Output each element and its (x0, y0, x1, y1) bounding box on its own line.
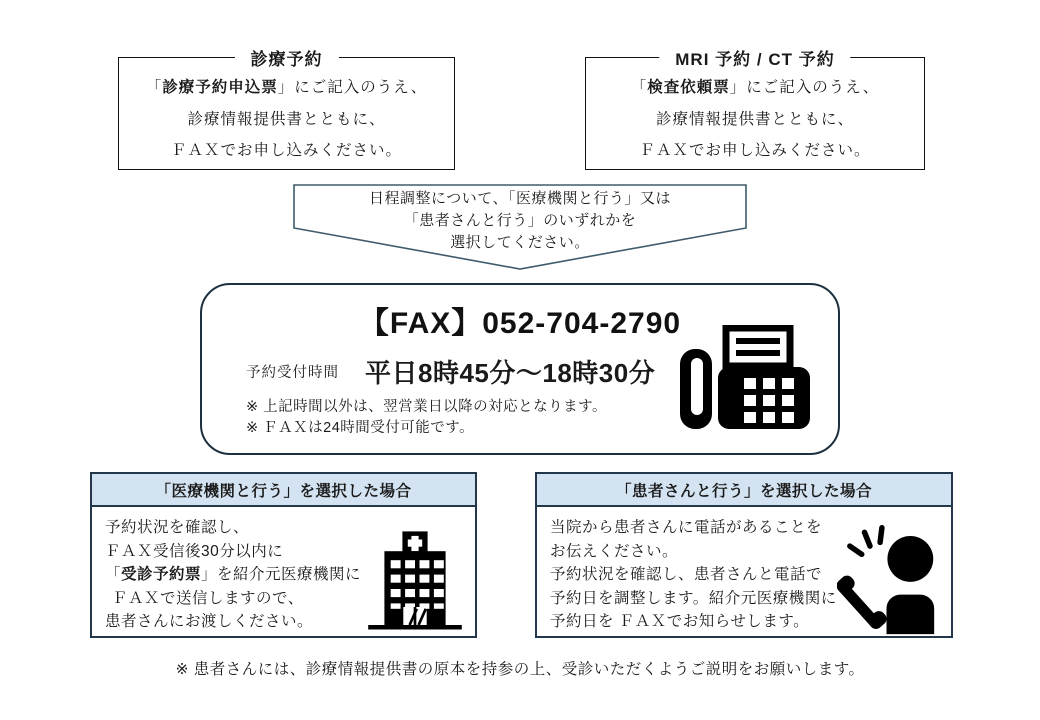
person-phone-icon (837, 522, 947, 643)
left-line5: 患者さんにお渡しください。 (105, 613, 314, 630)
left-line1: 予約状況を確認し、 (105, 519, 250, 536)
right-line5: 予約日を ＦＡＸでお知らせします。 (550, 613, 810, 630)
schedule-choice-text (290, 188, 750, 254)
clinic-appointment-title: 診療予約 (235, 45, 339, 70)
right-line3: 予約状況を確認し、患者さんと電話で (550, 566, 823, 583)
callout-line1: 日程調整について、「医療機関と行う」又は (369, 190, 671, 207)
right-line4: 予約日を調整します。紹介元医療機関に (550, 589, 837, 607)
fax-machine-icon (676, 325, 812, 436)
bracket-open: 「 (145, 79, 163, 97)
reception-hours (246, 353, 655, 390)
fax-note-1: ※ 上記時間以外は、翌営業日以降の対応となります。 (246, 399, 608, 415)
fax-note-2: ※ ＦＡＸは24時間受付可能です。 (246, 420, 475, 436)
clinic-appointment-body (119, 58, 454, 169)
clinic-appointment-line2: 診療情報提供書とともに、 (187, 110, 386, 128)
mri-ct-appointment-title: MRI 予約 / CT 予約 (659, 45, 850, 70)
mri-ct-appointment-box (585, 50, 925, 170)
schedule-choice-callout (290, 183, 750, 273)
reservation-slip-term: 受診予約票 (121, 566, 202, 583)
left-line2: ＦＡＸ受信後30分以内に (105, 542, 284, 560)
footer-note: ※ 患者さんには、診療情報提供書の原本を持参の上、受診いただくようご説明をお願いします。 (175, 661, 865, 678)
bracket-open: 「 (630, 79, 648, 97)
option-patient-header: 「患者さんと行う」を選択した場合 (537, 474, 951, 507)
exam-request-form-term: 検査依頼票 (647, 79, 730, 97)
fax-notes (246, 397, 607, 439)
line1-rest: 」にご記入のうえ、 (277, 79, 428, 97)
hospital-building-icon (365, 526, 465, 639)
reception-hours-value: 平日8時45分～18時30分 (365, 358, 656, 388)
fax-number: 【FAX】052-704-2790 (358, 307, 682, 340)
clinic-appointment-line3: ＦＡＸでお申し込みください。 (170, 141, 402, 159)
callout-line2: 「患者さんと行う」のいずれかを (403, 212, 637, 229)
mri-ct-line1 (586, 75, 924, 97)
clinic-appointment-box (118, 50, 455, 170)
right-line2: お伝えください。 (550, 542, 679, 560)
mri-ct-appointment-body (586, 58, 924, 169)
bracket-open: 「 (105, 566, 122, 583)
callout-line3: 選択してください。 (450, 234, 590, 251)
mri-ct-line2: 診療情報提供書とともに、 (655, 110, 854, 128)
mri-ct-line3: ＦＡＸでお申し込みください。 (639, 141, 871, 159)
clinic-appointment-line1 (119, 75, 454, 97)
line3-rest: 」を紹介元医療機関に (201, 566, 362, 583)
option-patient-box (535, 472, 953, 638)
line1-rest: 」にご記入のうえ、 (729, 79, 880, 97)
reception-hours-label: 予約受付時間 (246, 365, 339, 381)
right-line1: 当院から患者さんに電話があることを (550, 519, 823, 536)
application-form-term: 診療予約申込票 (162, 79, 278, 97)
fax-info-box (200, 283, 840, 455)
option-medical-institution-header: 「医療機関と行う」を選択した場合 (92, 474, 475, 507)
left-line4: ＦＡＸで送信しますので、 (112, 589, 304, 607)
option-medical-institution-box (90, 472, 477, 638)
